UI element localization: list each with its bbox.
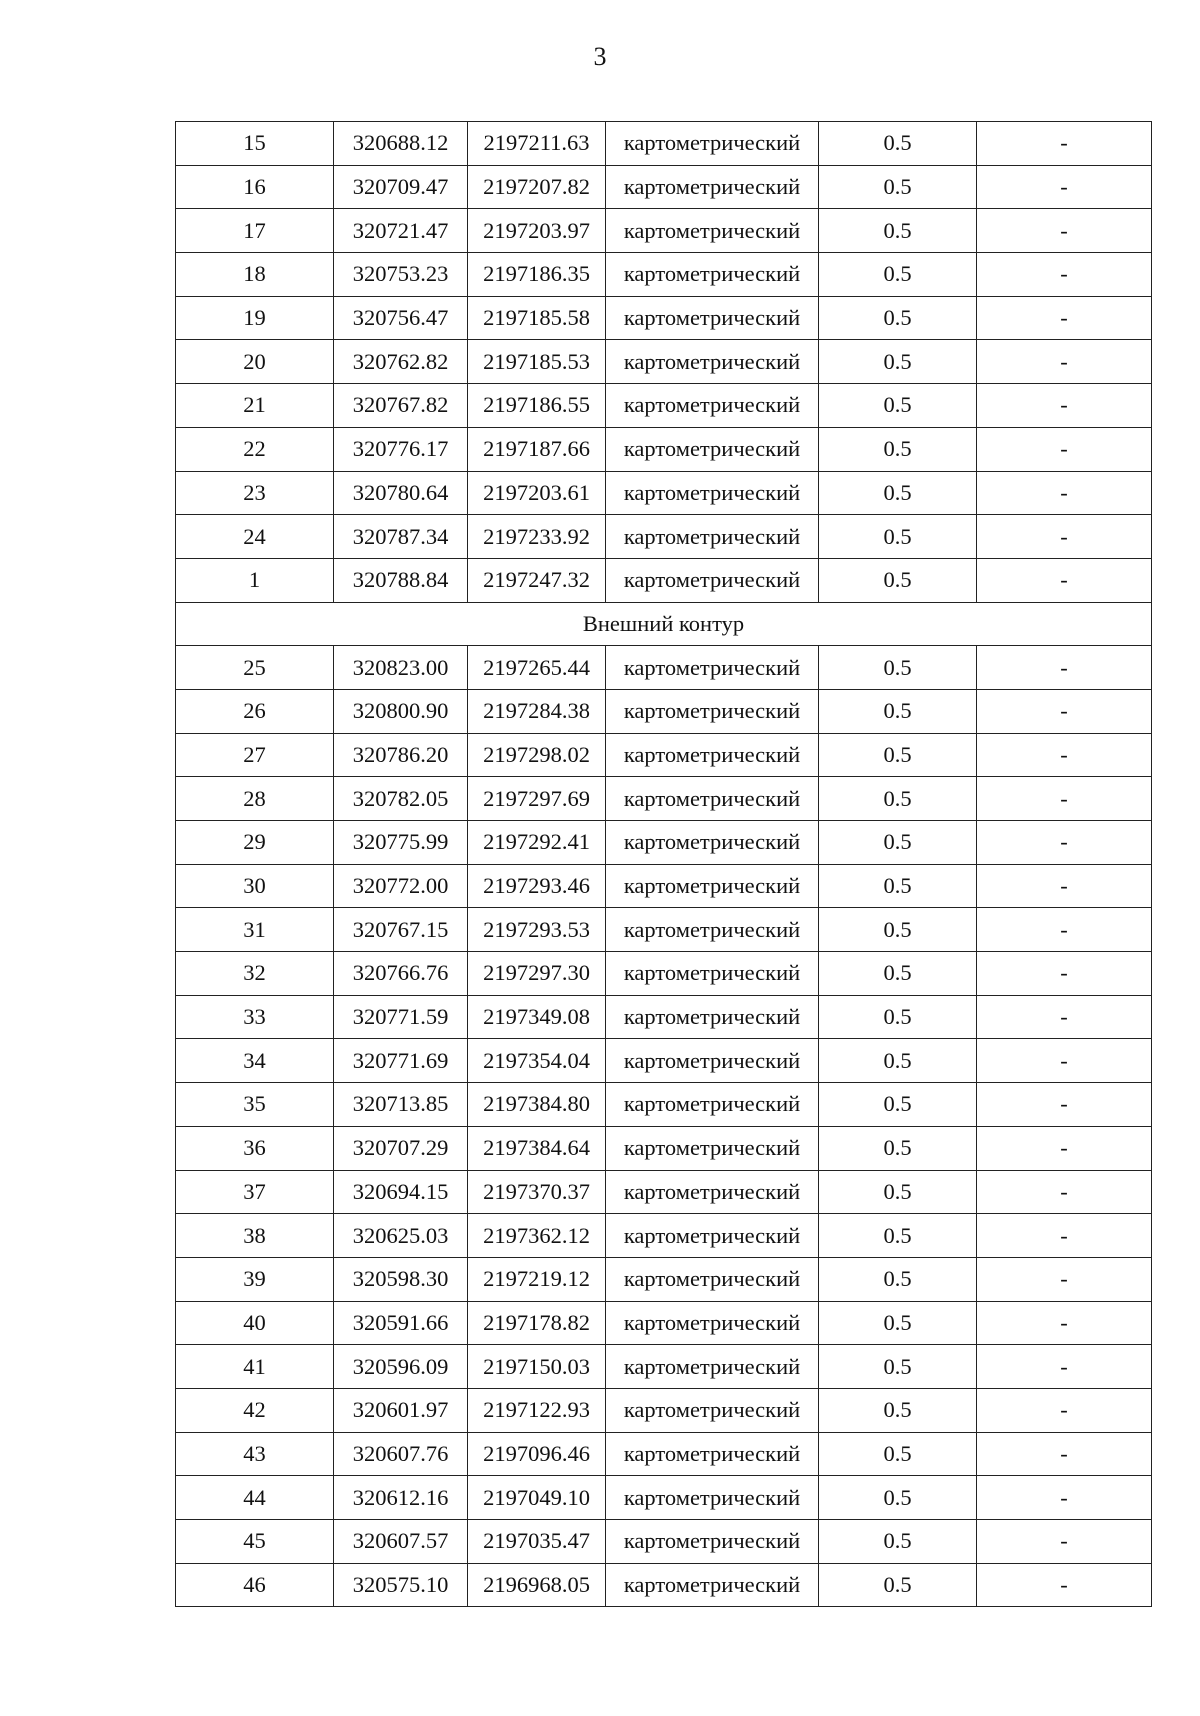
description-cell: - <box>977 1345 1152 1389</box>
table-row <box>176 952 1152 996</box>
point-number-cell: 39 <box>176 1257 334 1301</box>
table-row <box>176 209 1152 253</box>
accuracy-cell: 0.5 <box>819 1039 977 1083</box>
x-coordinate-cell: 320788.84 <box>334 558 468 602</box>
accuracy-cell: 0.5 <box>819 1345 977 1389</box>
description-cell: - <box>977 864 1152 908</box>
y-coordinate-cell: 2197035.47 <box>468 1520 606 1564</box>
y-coordinate-cell: 2197185.53 <box>468 340 606 384</box>
point-number-cell: 32 <box>176 952 334 996</box>
table-row <box>176 1257 1152 1301</box>
y-coordinate-cell: 2197049.10 <box>468 1476 606 1520</box>
x-coordinate-cell: 320753.23 <box>334 253 468 297</box>
description-cell: - <box>977 1170 1152 1214</box>
table-row <box>176 1476 1152 1520</box>
method-cell: картометрический <box>606 209 819 253</box>
accuracy-cell: 0.5 <box>819 253 977 297</box>
accuracy-cell: 0.5 <box>819 296 977 340</box>
table-row <box>176 1520 1152 1564</box>
point-number-cell: 43 <box>176 1432 334 1476</box>
point-number-cell: 31 <box>176 908 334 952</box>
table-row <box>176 122 1152 166</box>
description-cell: - <box>977 1257 1152 1301</box>
description-cell: - <box>977 1520 1152 1564</box>
y-coordinate-cell: 2197185.58 <box>468 296 606 340</box>
x-coordinate-cell: 320688.12 <box>334 122 468 166</box>
y-coordinate-cell: 2197247.32 <box>468 558 606 602</box>
description-cell: - <box>977 821 1152 865</box>
x-coordinate-cell: 320598.30 <box>334 1257 468 1301</box>
description-cell: - <box>977 427 1152 471</box>
x-coordinate-cell: 320767.82 <box>334 384 468 428</box>
method-cell: картометрический <box>606 340 819 384</box>
point-number-cell: 23 <box>176 471 334 515</box>
point-number-cell: 46 <box>176 1563 334 1607</box>
x-coordinate-cell: 320625.03 <box>334 1214 468 1258</box>
table-row <box>176 1083 1152 1127</box>
point-number-cell: 34 <box>176 1039 334 1083</box>
y-coordinate-cell: 2197284.38 <box>468 689 606 733</box>
x-coordinate-cell: 320800.90 <box>334 689 468 733</box>
method-cell: картометрический <box>606 296 819 340</box>
method-cell: картометрический <box>606 1083 819 1127</box>
y-coordinate-cell: 2197265.44 <box>468 646 606 690</box>
table-row <box>176 864 1152 908</box>
y-coordinate-cell: 2197293.53 <box>468 908 606 952</box>
x-coordinate-cell: 320713.85 <box>334 1083 468 1127</box>
y-coordinate-cell: 2197178.82 <box>468 1301 606 1345</box>
y-coordinate-cell: 2197362.12 <box>468 1214 606 1258</box>
y-coordinate-cell: 2197370.37 <box>468 1170 606 1214</box>
coordinates-table-body <box>176 122 1152 1607</box>
point-number-cell: 28 <box>176 777 334 821</box>
method-cell: картометрический <box>606 1476 819 1520</box>
x-coordinate-cell: 320775.99 <box>334 821 468 865</box>
y-coordinate-cell: 2197384.64 <box>468 1126 606 1170</box>
accuracy-cell: 0.5 <box>819 209 977 253</box>
description-cell: - <box>977 515 1152 559</box>
x-coordinate-cell: 320575.10 <box>334 1563 468 1607</box>
x-coordinate-cell: 320786.20 <box>334 733 468 777</box>
description-cell: - <box>977 952 1152 996</box>
y-coordinate-cell: 2197186.35 <box>468 253 606 297</box>
description-cell: - <box>977 777 1152 821</box>
accuracy-cell: 0.5 <box>819 1126 977 1170</box>
x-coordinate-cell: 320601.97 <box>334 1388 468 1432</box>
accuracy-cell: 0.5 <box>819 558 977 602</box>
description-cell: - <box>977 558 1152 602</box>
table-row <box>176 1126 1152 1170</box>
table-row <box>176 777 1152 821</box>
point-number-cell: 25 <box>176 646 334 690</box>
accuracy-cell: 0.5 <box>819 515 977 559</box>
page-number: 3 <box>593 42 607 71</box>
point-number-cell: 30 <box>176 864 334 908</box>
y-coordinate-cell: 2197384.80 <box>468 1083 606 1127</box>
description-cell: - <box>977 1126 1152 1170</box>
accuracy-cell: 0.5 <box>819 646 977 690</box>
point-number-cell: 33 <box>176 995 334 1039</box>
table-row <box>176 689 1152 733</box>
accuracy-cell: 0.5 <box>819 1083 977 1127</box>
method-cell: картометрический <box>606 165 819 209</box>
table-row <box>176 515 1152 559</box>
accuracy-cell: 0.5 <box>819 1257 977 1301</box>
description-cell: - <box>977 122 1152 166</box>
method-cell: картометрический <box>606 646 819 690</box>
method-cell: картометрический <box>606 1520 819 1564</box>
y-coordinate-cell: 2197292.41 <box>468 821 606 865</box>
x-coordinate-cell: 320612.16 <box>334 1476 468 1520</box>
accuracy-cell: 0.5 <box>819 165 977 209</box>
method-cell: картометрический <box>606 515 819 559</box>
accuracy-cell: 0.5 <box>819 1476 977 1520</box>
section-title: Внешний контур <box>176 602 1152 646</box>
point-number-cell: 19 <box>176 296 334 340</box>
method-cell: картометрический <box>606 908 819 952</box>
table-row <box>176 646 1152 690</box>
method-cell: картометрический <box>606 821 819 865</box>
description-cell: - <box>977 165 1152 209</box>
point-number-cell: 17 <box>176 209 334 253</box>
method-cell: картометрический <box>606 558 819 602</box>
x-coordinate-cell: 320596.09 <box>334 1345 468 1389</box>
method-cell: картометрический <box>606 384 819 428</box>
method-cell: картометрический <box>606 733 819 777</box>
method-cell: картометрический <box>606 1345 819 1389</box>
x-coordinate-cell: 320762.82 <box>334 340 468 384</box>
description-cell: - <box>977 1388 1152 1432</box>
y-coordinate-cell: 2197293.46 <box>468 864 606 908</box>
y-coordinate-cell: 2196968.05 <box>468 1563 606 1607</box>
y-coordinate-cell: 2197150.03 <box>468 1345 606 1389</box>
description-cell: - <box>977 1301 1152 1345</box>
description-cell: - <box>977 340 1152 384</box>
method-cell: картометрический <box>606 1432 819 1476</box>
method-cell: картометрический <box>606 253 819 297</box>
x-coordinate-cell: 320709.47 <box>334 165 468 209</box>
method-cell: картометрический <box>606 777 819 821</box>
table-row <box>176 995 1152 1039</box>
method-cell: картометрический <box>606 1257 819 1301</box>
point-number-cell: 45 <box>176 1520 334 1564</box>
table-row <box>176 253 1152 297</box>
description-cell: - <box>977 471 1152 515</box>
accuracy-cell: 0.5 <box>819 995 977 1039</box>
accuracy-cell: 0.5 <box>819 122 977 166</box>
accuracy-cell: 0.5 <box>819 384 977 428</box>
x-coordinate-cell: 320767.15 <box>334 908 468 952</box>
point-number-cell: 38 <box>176 1214 334 1258</box>
table-row <box>176 821 1152 865</box>
x-coordinate-cell: 320591.66 <box>334 1301 468 1345</box>
method-cell: картометрический <box>606 1126 819 1170</box>
description-cell: - <box>977 689 1152 733</box>
point-number-cell: 20 <box>176 340 334 384</box>
y-coordinate-cell: 2197203.97 <box>468 209 606 253</box>
accuracy-cell: 0.5 <box>819 689 977 733</box>
point-number-cell: 42 <box>176 1388 334 1432</box>
description-cell: - <box>977 384 1152 428</box>
table-row <box>176 733 1152 777</box>
method-cell: картометрический <box>606 1563 819 1607</box>
accuracy-cell: 0.5 <box>819 1388 977 1432</box>
description-cell: - <box>977 995 1152 1039</box>
y-coordinate-cell: 2197297.69 <box>468 777 606 821</box>
x-coordinate-cell: 320694.15 <box>334 1170 468 1214</box>
accuracy-cell: 0.5 <box>819 864 977 908</box>
accuracy-cell: 0.5 <box>819 777 977 821</box>
description-cell: - <box>977 1083 1152 1127</box>
point-number-cell: 18 <box>176 253 334 297</box>
x-coordinate-cell: 320607.76 <box>334 1432 468 1476</box>
accuracy-cell: 0.5 <box>819 1214 977 1258</box>
description-cell: - <box>977 1432 1152 1476</box>
method-cell: картометрический <box>606 1214 819 1258</box>
point-number-cell: 1 <box>176 558 334 602</box>
accuracy-cell: 0.5 <box>819 1170 977 1214</box>
table-row <box>176 471 1152 515</box>
x-coordinate-cell: 320607.57 <box>334 1520 468 1564</box>
point-number-cell: 40 <box>176 1301 334 1345</box>
y-coordinate-cell: 2197203.61 <box>468 471 606 515</box>
point-number-cell: 24 <box>176 515 334 559</box>
method-cell: картометрический <box>606 995 819 1039</box>
method-cell: картометрический <box>606 952 819 996</box>
description-cell: - <box>977 209 1152 253</box>
y-coordinate-cell: 2197186.55 <box>468 384 606 428</box>
y-coordinate-cell: 2197233.92 <box>468 515 606 559</box>
table-row <box>176 1039 1152 1083</box>
x-coordinate-cell: 320782.05 <box>334 777 468 821</box>
table-row <box>176 340 1152 384</box>
point-number-cell: 29 <box>176 821 334 865</box>
method-cell: картометрический <box>606 471 819 515</box>
method-cell: картометрический <box>606 427 819 471</box>
x-coordinate-cell: 320771.69 <box>334 1039 468 1083</box>
y-coordinate-cell: 2197297.30 <box>468 952 606 996</box>
table-row <box>176 908 1152 952</box>
y-coordinate-cell: 2197298.02 <box>468 733 606 777</box>
method-cell: картометрический <box>606 1301 819 1345</box>
table-row <box>176 1214 1152 1258</box>
description-cell: - <box>977 296 1152 340</box>
table-row <box>176 165 1152 209</box>
x-coordinate-cell: 320780.64 <box>334 471 468 515</box>
table-row <box>176 1563 1152 1607</box>
y-coordinate-cell: 2197354.04 <box>468 1039 606 1083</box>
table-row <box>176 427 1152 471</box>
table-row <box>176 384 1152 428</box>
description-cell: - <box>977 1039 1152 1083</box>
method-cell: картометрический <box>606 864 819 908</box>
y-coordinate-cell: 2197096.46 <box>468 1432 606 1476</box>
y-coordinate-cell: 2197349.08 <box>468 995 606 1039</box>
method-cell: картометрический <box>606 122 819 166</box>
y-coordinate-cell: 2197219.12 <box>468 1257 606 1301</box>
x-coordinate-cell: 320766.76 <box>334 952 468 996</box>
y-coordinate-cell: 2197187.66 <box>468 427 606 471</box>
accuracy-cell: 0.5 <box>819 1432 977 1476</box>
table-row <box>176 1432 1152 1476</box>
table-row <box>176 1170 1152 1214</box>
table-row <box>176 296 1152 340</box>
description-cell: - <box>977 646 1152 690</box>
accuracy-cell: 0.5 <box>819 908 977 952</box>
description-cell: - <box>977 1563 1152 1607</box>
point-number-cell: 27 <box>176 733 334 777</box>
accuracy-cell: 0.5 <box>819 733 977 777</box>
description-cell: - <box>977 733 1152 777</box>
accuracy-cell: 0.5 <box>819 1301 977 1345</box>
method-cell: картометрический <box>606 1388 819 1432</box>
x-coordinate-cell: 320756.47 <box>334 296 468 340</box>
x-coordinate-cell: 320707.29 <box>334 1126 468 1170</box>
point-number-cell: 41 <box>176 1345 334 1389</box>
description-cell: - <box>977 253 1152 297</box>
point-number-cell: 37 <box>176 1170 334 1214</box>
x-coordinate-cell: 320772.00 <box>334 864 468 908</box>
y-coordinate-cell: 2197211.63 <box>468 122 606 166</box>
y-coordinate-cell: 2197207.82 <box>468 165 606 209</box>
accuracy-cell: 0.5 <box>819 427 977 471</box>
point-number-cell: 16 <box>176 165 334 209</box>
point-number-cell: 35 <box>176 1083 334 1127</box>
accuracy-cell: 0.5 <box>819 952 977 996</box>
accuracy-cell: 0.5 <box>819 471 977 515</box>
section-row <box>176 602 1152 646</box>
table-row <box>176 1388 1152 1432</box>
accuracy-cell: 0.5 <box>819 340 977 384</box>
method-cell: картометрический <box>606 689 819 733</box>
coordinates-table <box>175 121 1152 1607</box>
point-number-cell: 44 <box>176 1476 334 1520</box>
table-row <box>176 558 1152 602</box>
table-row <box>176 1345 1152 1389</box>
method-cell: картометрический <box>606 1170 819 1214</box>
point-number-cell: 26 <box>176 689 334 733</box>
x-coordinate-cell: 320787.34 <box>334 515 468 559</box>
point-number-cell: 21 <box>176 384 334 428</box>
accuracy-cell: 0.5 <box>819 1520 977 1564</box>
x-coordinate-cell: 320771.59 <box>334 995 468 1039</box>
x-coordinate-cell: 320776.17 <box>334 427 468 471</box>
x-coordinate-cell: 320823.00 <box>334 646 468 690</box>
accuracy-cell: 0.5 <box>819 821 977 865</box>
description-cell: - <box>977 1476 1152 1520</box>
method-cell: картометрический <box>606 1039 819 1083</box>
point-number-cell: 15 <box>176 122 334 166</box>
description-cell: - <box>977 1214 1152 1258</box>
description-cell: - <box>977 908 1152 952</box>
table-row <box>176 1301 1152 1345</box>
accuracy-cell: 0.5 <box>819 1563 977 1607</box>
point-number-cell: 22 <box>176 427 334 471</box>
y-coordinate-cell: 2197122.93 <box>468 1388 606 1432</box>
point-number-cell: 36 <box>176 1126 334 1170</box>
x-coordinate-cell: 320721.47 <box>334 209 468 253</box>
